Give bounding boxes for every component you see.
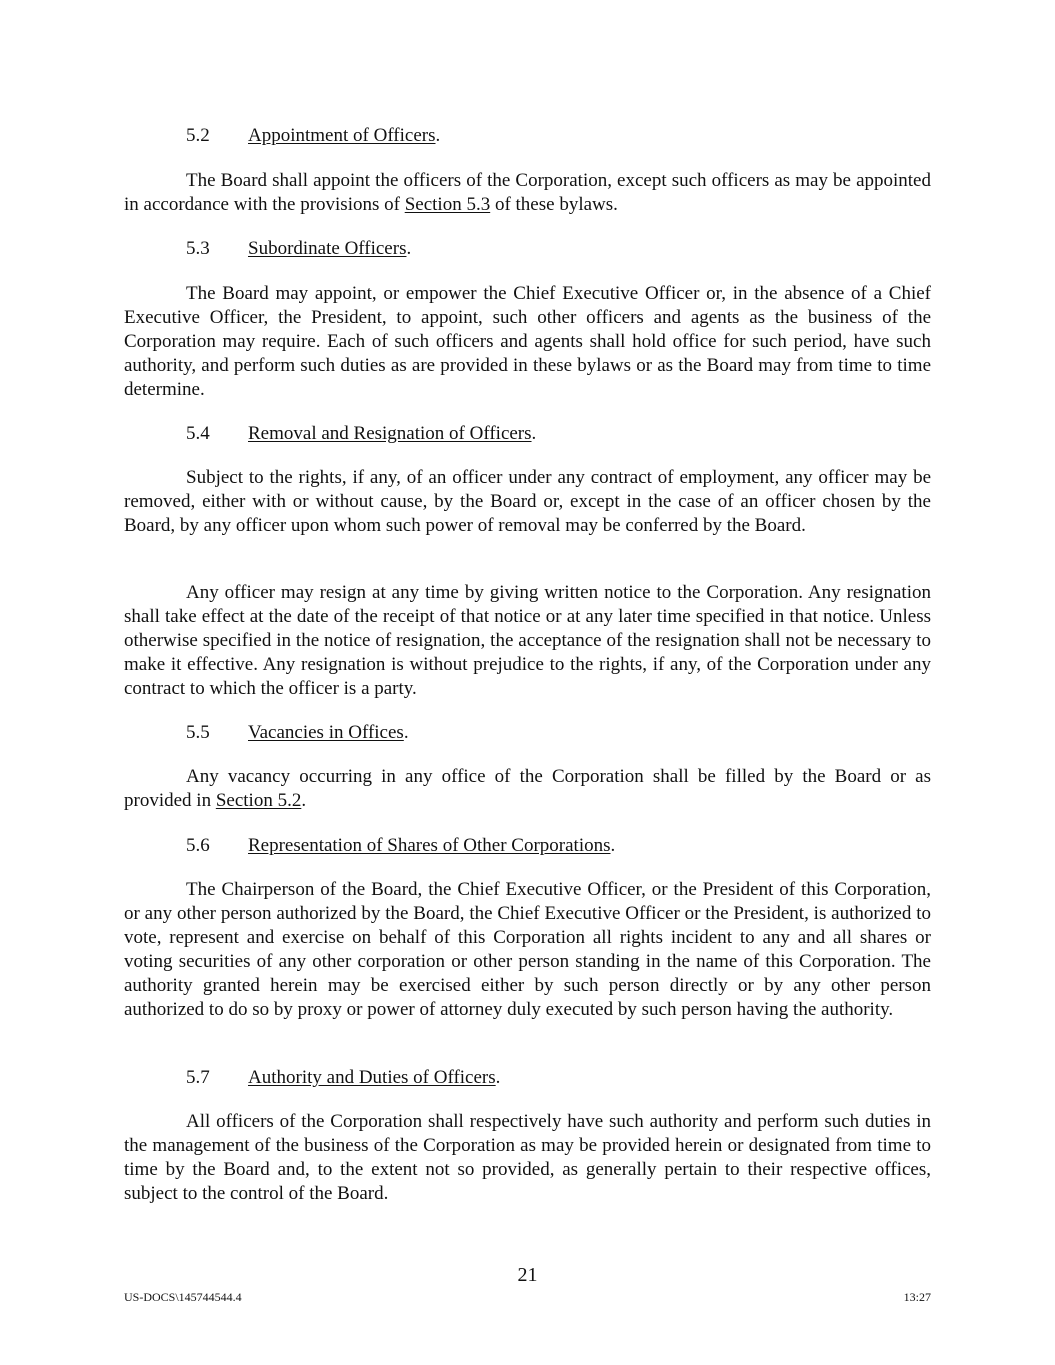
- section-number: 5.5: [186, 722, 210, 743]
- section-reference-link[interactable]: Section 5.3: [404, 194, 491, 215]
- section-heading-5-5: 5.5 Vacancies in Offices.: [186, 722, 409, 743]
- section-title: Removal and Resignation of Officers: [248, 423, 532, 444]
- section-number: 5.7: [186, 1067, 210, 1088]
- section-number: 5.6: [186, 835, 210, 856]
- paragraph: Any vacancy occurring in any office of the Corporation shall be filled by the Board or as provided in Section 5.2.: [124, 766, 931, 811]
- paragraph: All officers of the Corporation shall respectively have such authority and perform such duties in the management of the business of the Corporation as may be provided herein or designated from time to time by the Board and, to the extent not so provided, as generally pertain to their respective offices, subject to the control of the Board.: [124, 1111, 931, 1204]
- paragraph: Any officer may resign at any time by giving written notice to the Corporation. Any resignation shall take effect at the date of the receipt of that notice or at any later time specified in that notice. Unless otherwise specified in the notice of resignation, the acceptance of the resignation shall not be necessary to make it effective. Any resignation is without prejudice to the rights, if any, of the Corporation under any contract to which the officer is a party.: [124, 582, 931, 699]
- section-number: 5.3: [186, 238, 210, 259]
- section-title: Authority and Duties of Officers: [248, 1067, 496, 1088]
- section-heading-5-7: 5.7 Authority and Duties of Officers.: [186, 1067, 501, 1088]
- section-number: 5.4: [186, 423, 210, 444]
- paragraph: The Chairperson of the Board, the Chief Executive Officer, or the President of this Corporation, or any other person authorized by the Board, the Chief Executive Officer or the President, is authorized to vote, represent and exercise on behalf of this Corporation all rights incident to any and all shares or voting securities of any other corporation or other person standing in the name of this Corporation. The authority granted herein may be exercised either by such person directly or by any other person authorized to do so by proxy or power of attorney duly executed by such person having the authority.: [124, 879, 931, 1020]
- paragraph: The Board shall appoint the officers of the Corporation, except such officers as may be appointed in accordance with the provisions of Section 5.3 of these bylaws.: [124, 170, 931, 215]
- section-heading-5-3: 5.3 Subordinate Officers.: [186, 238, 412, 259]
- section-title: Appointment of Officers: [248, 125, 436, 146]
- section-heading-5-2: 5.2 Appointment of Officers.: [186, 125, 441, 146]
- document-id-footer: US-DOCS\145744544.4: [124, 1290, 242, 1304]
- section-title: Subordinate Officers: [248, 238, 407, 259]
- paragraph: The Board may appoint, or empower the Chief Executive Officer or, in the absence of a Chief Executive Officer, the President, to appoint, such other officers and agents as the business of the Corporation may require. Each of such officers and agents shall hold office for such period, have such authority, and perform such duties as are provided in these bylaws or as the Board may from time to time determine.: [124, 283, 931, 400]
- page-number: 21: [517, 1264, 538, 1286]
- section-title: Representation of Shares of Other Corporations: [248, 835, 611, 856]
- section-reference-link[interactable]: Section 5.2: [215, 790, 302, 811]
- section-heading-5-4: 5.4 Removal and Resignation of Officers.: [186, 423, 537, 444]
- section-number: 5.2: [186, 125, 210, 146]
- time-footer: 13:27: [903, 1290, 931, 1304]
- paragraph: Subject to the rights, if any, of an officer under any contract of employment, any officer may be removed, either with or without cause, by the Board or, except in the case of an officer chosen by the Board, by any officer upon whom such power of removal may be conferred by the Board.: [124, 467, 931, 536]
- section-title: Vacancies in Offices: [248, 722, 404, 743]
- section-heading-5-6: 5.6 Representation of Shares of Other Corporations.: [186, 835, 616, 856]
